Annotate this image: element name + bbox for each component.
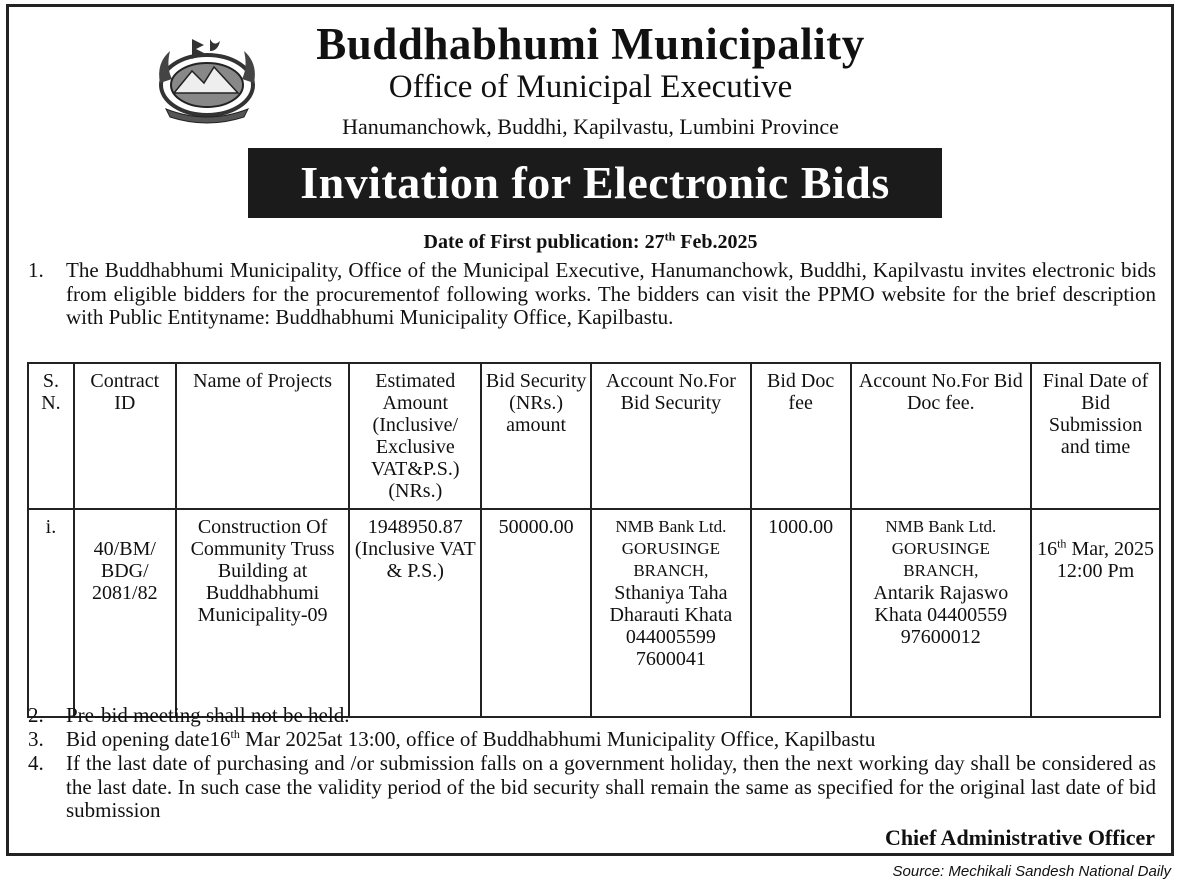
cell-sn: i. <box>28 509 74 717</box>
cell-project: Construction Of Community Truss Building at Buddhabhumi Municipality-09 <box>176 509 350 717</box>
clause-number: 3. <box>28 727 44 751</box>
clause-number: 1. <box>28 258 44 282</box>
clause-1 <box>28 259 1156 330</box>
header-final-date: Final Date of Bid Submission and time <box>1031 363 1160 509</box>
cell-security-account <box>591 509 751 717</box>
clause-3 <box>28 728 1156 752</box>
clause-2 <box>28 704 1156 728</box>
cell-estimate: 1948950.87 (Inclusive VAT & P.S.) <box>349 509 481 717</box>
cell-contract-id: 40/BM/ BDG/ 2081/82 <box>74 509 176 717</box>
source-credit: Source: Mechikali Sandesh National Daily <box>892 863 1171 880</box>
header-sn: S. N. <box>28 363 74 509</box>
header-bid-security: Bid Security (NRs.) amount <box>481 363 591 509</box>
fee-account-number: Antarik Rajaswo Khata 04400559 97600012 <box>873 582 1009 648</box>
cell-doc-fee: 1000.00 <box>751 509 851 717</box>
header-security-account: Account No.For Bid Security <box>591 363 751 509</box>
cell-final-date: 16th Mar, 2025 12:00 Pm <box>1031 509 1160 717</box>
clause-number: 2. <box>28 703 44 727</box>
clause-text: Pre-bid meeting shall not be held. <box>66 703 350 727</box>
clause-number: 4. <box>28 751 44 775</box>
clause-text: The Buddhabhumi Municipality, Office of the Municipal Executive, Hanumanchowk, Buddhi, Kapilvastu invites electronic bids from eligible bidders for the procurementof following works. The bidders can visit the PPMO website for the brief description with Public Entityname: Buddhabhumi Municipality Office, Kapilbastu. <box>66 258 1156 329</box>
notice-title-banner: Invitation for Electronic Bids <box>248 148 942 218</box>
header-contract-id: Contract ID <box>74 363 176 509</box>
office-name: Office of Municipal Executive <box>388 69 793 105</box>
clause-text: Bid opening date16th Mar 2025at 13:00, office of Buddhabhumi Municipality Office, Kapilbastu <box>66 727 876 751</box>
signatory-title: Chief Administrative Officer <box>884 825 1155 850</box>
office-address: Hanumanchowk, Buddhi, Kapilvastu, Lumbini Province <box>342 114 839 139</box>
cell-fee-account <box>851 509 1032 717</box>
clause-text: If the last date of purchasing and /or submission falls on a government holiday, then the next working day shall be considered as the last date. In such case the validity period of the bid security shall remain the same as specified for the original last date of bid submission <box>66 751 1156 822</box>
bids-table <box>27 362 1161 718</box>
table-header-row <box>28 363 1160 509</box>
clause-4 <box>28 752 1156 823</box>
publication-date: Date of First publication: 27th Feb.2025 <box>423 229 758 253</box>
header-estimate: Estimated Amount (Inclusive/ Exclusive VAT&P.S.) (NRs.) <box>349 363 481 509</box>
header-doc-fee: Bid Doc fee <box>751 363 851 509</box>
header-fee-account: Account No.For Bid Doc fee. <box>851 363 1032 509</box>
table-row <box>28 509 1160 717</box>
fee-bank-name: NMB Bank Ltd. GORUSINGE BRANCH, <box>885 517 997 580</box>
security-bank-name: NMB Bank Ltd. GORUSINGE BRANCH, <box>615 517 727 580</box>
cell-bid-security: 50000.00 <box>481 509 591 717</box>
organization-name: Buddhabhumi Municipality <box>316 19 865 69</box>
security-account-number: Sthaniya Taha Dharauti Khata 044005599 7600041 <box>609 582 733 670</box>
header-project: Name of Projects <box>176 363 350 509</box>
